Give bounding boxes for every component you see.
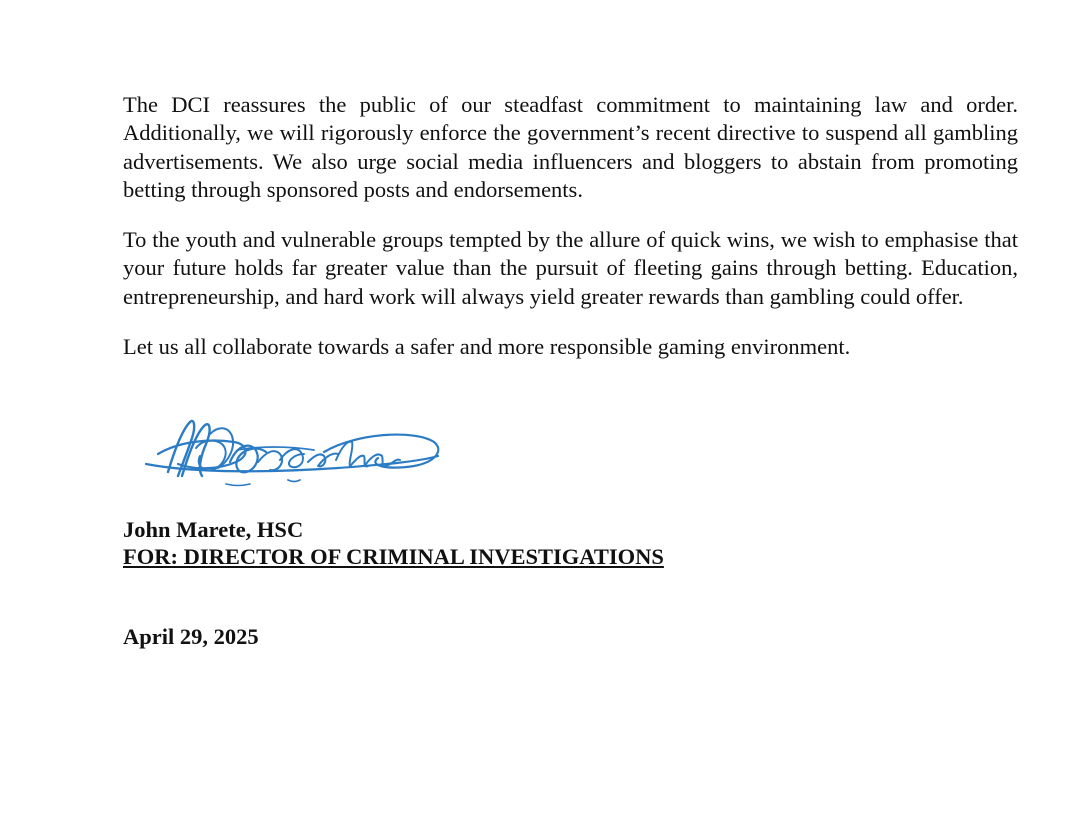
paragraph-collaboration: Let us all collaborate towards a safer and more responsible gaming environment. bbox=[123, 334, 851, 360]
signer-title: FOR: DIRECTOR OF CRIMINAL INVESTIGATIONS bbox=[123, 544, 664, 569]
signature-icon bbox=[138, 412, 448, 492]
paragraph-youth-advice: To the youth and vulnerable groups tempted by the allure of quick wins, we wish to emphasise that your future holds far greater value than the pursuit of fleeting gains through betting. Education, entrepreneurship, and hard work will always yield greater rewards than gambling could offer. bbox=[123, 227, 1018, 309]
letter-body bbox=[123, 91, 1018, 383]
signer-name: John Marete, HSC bbox=[123, 517, 304, 542]
paragraph-commitment: The DCI reassures the public of our steadfast commitment to maintaining law and order. Additionally, we will rigorously enforce the government’s recent directive to suspend all gambling advertisements. We also urge social media influencers and bloggers to abstain from promoting betting through sponsored posts and endorsements. bbox=[123, 92, 1018, 202]
letter-date: April 29, 2025 bbox=[123, 624, 259, 649]
